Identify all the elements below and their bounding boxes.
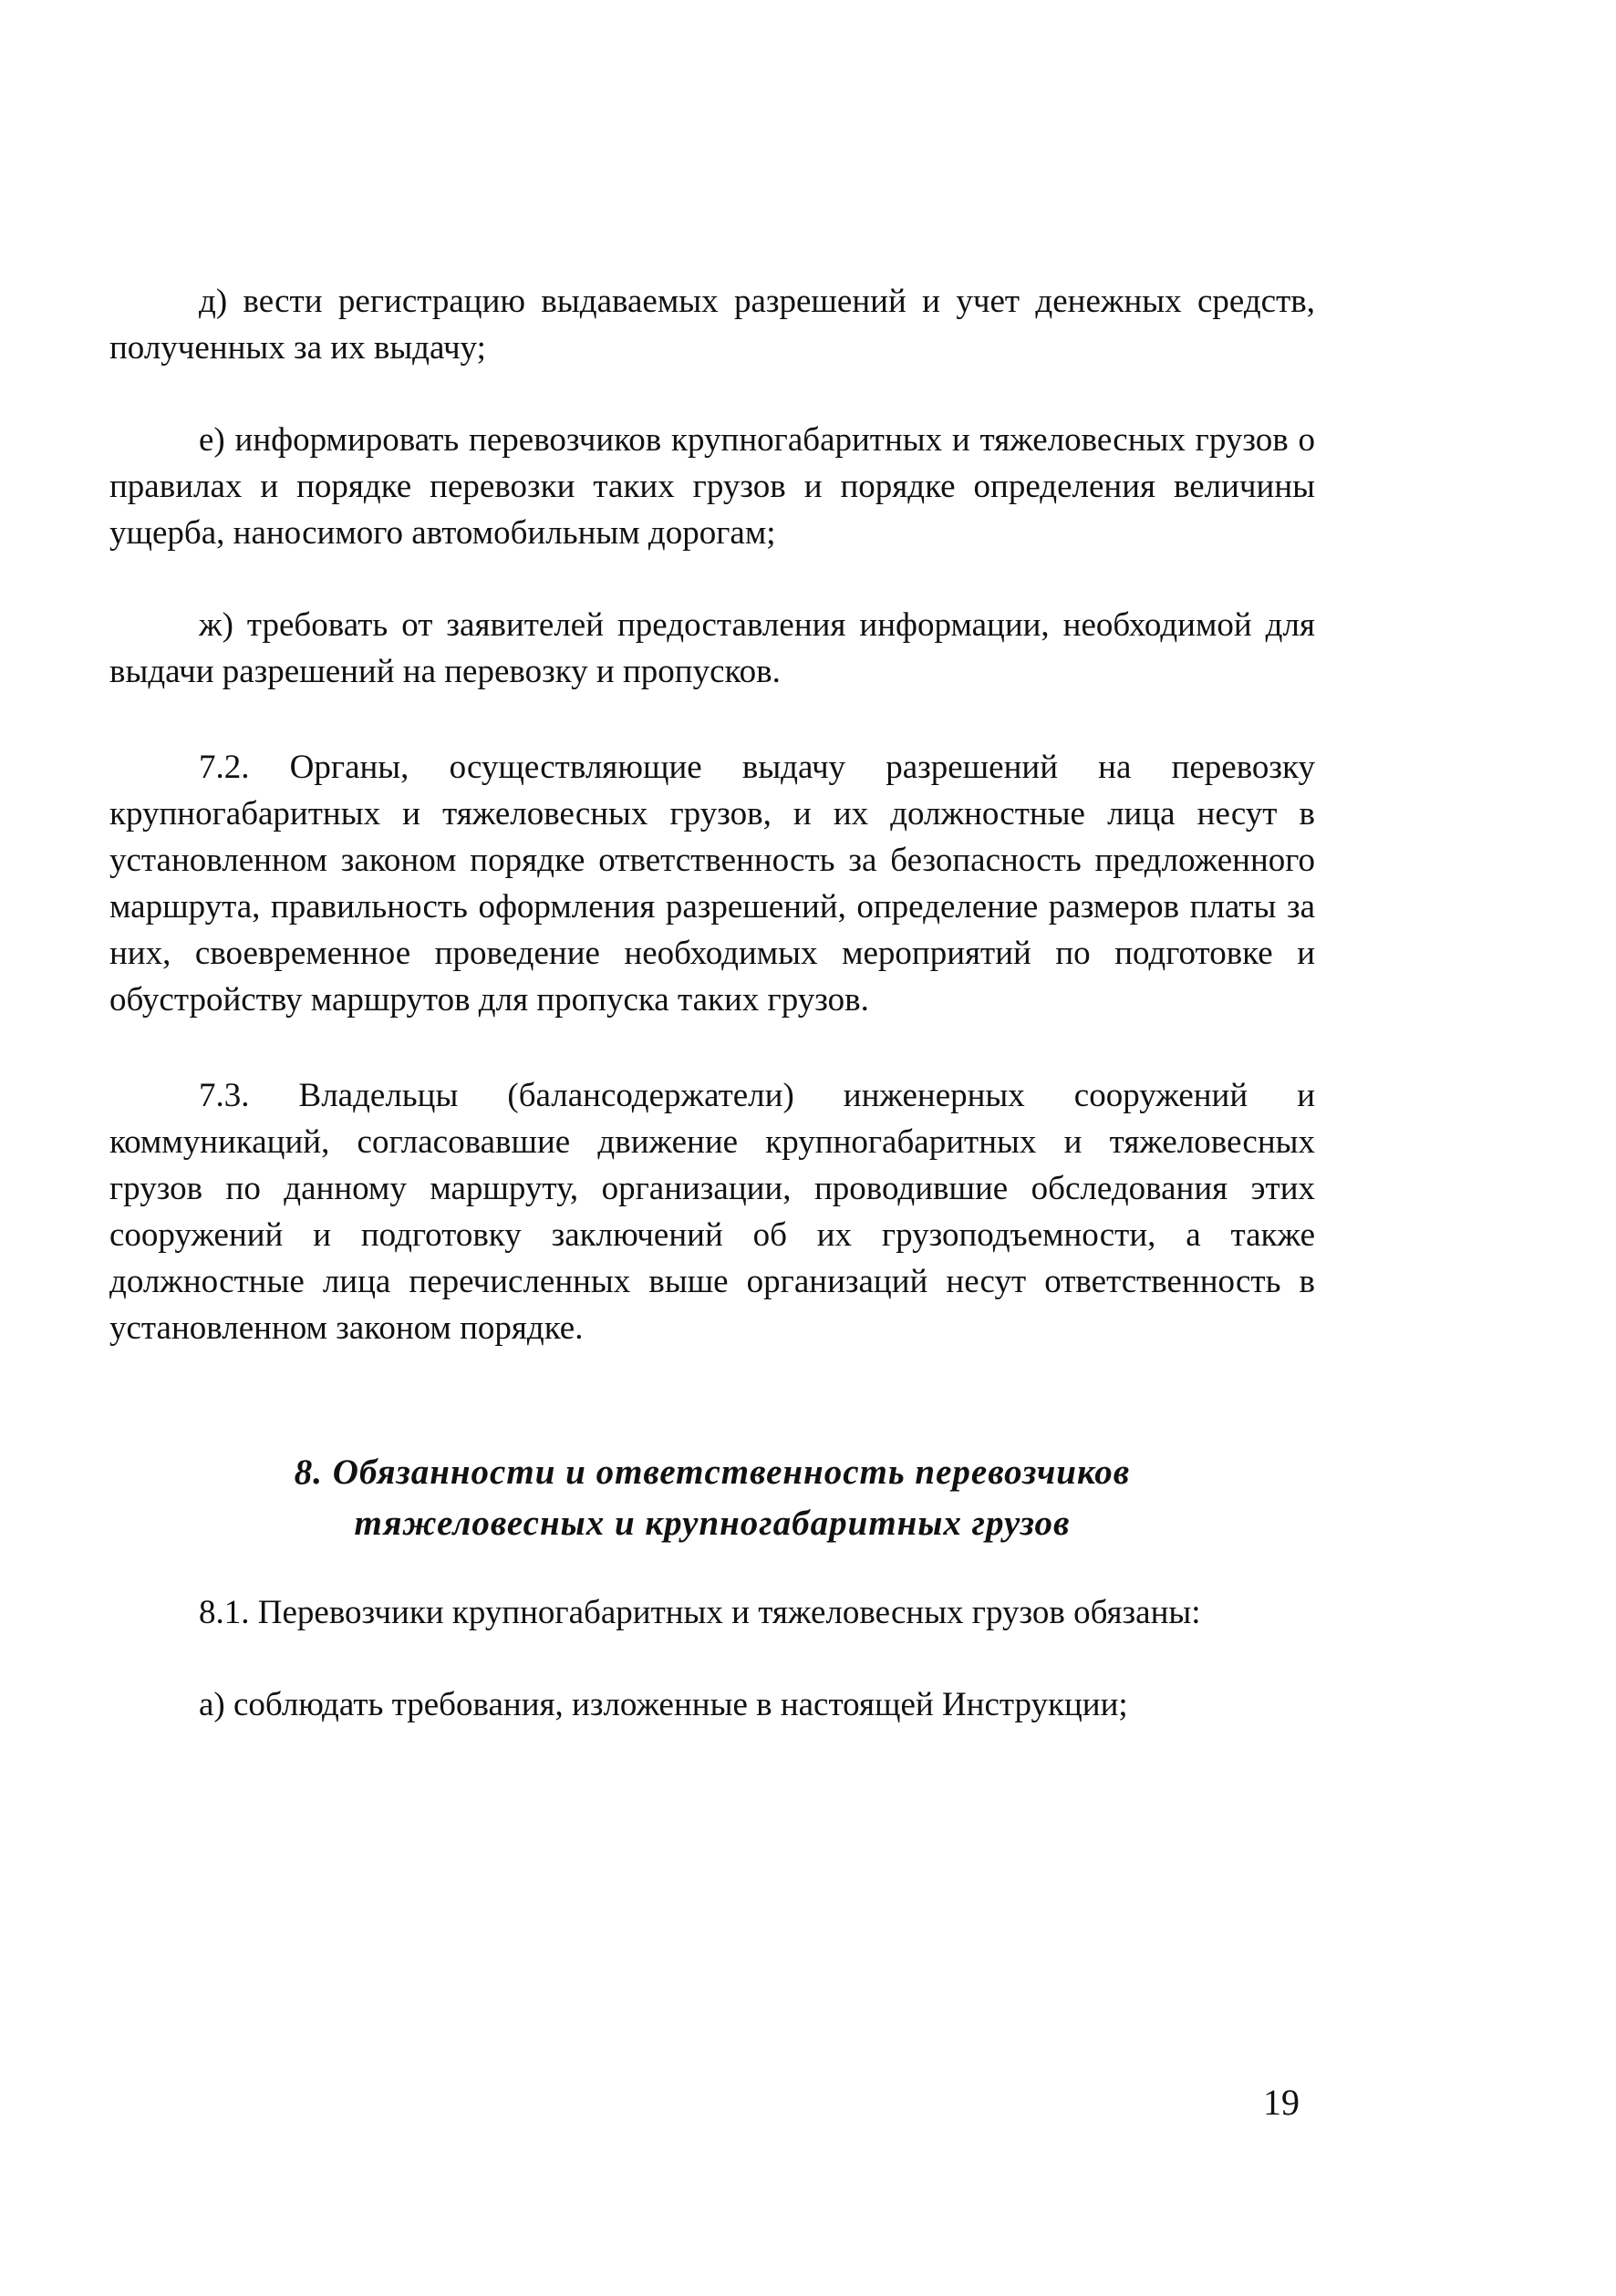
paragraph-7-3: 7.3. Владельцы (балансодержатели) инженерных сооружений и коммуникаций, согласовавшие движение крупногабаритных и тяжеловесных грузов по данному маршруту, организации, проводившие обследования этих сооружений и подготовку заключений об их грузоподъемности, а также должностные лица перечисленных выше организаций несут ответственность в установленном законом порядке. (109, 1077, 1315, 1347)
section-heading-line1: 8. Обязанности и ответственность перевозчиков (294, 1453, 1131, 1492)
paragraph-d: д) вести регистрацию выдаваемых разрешений и учет денежных средств, полученных за их выдачу; (109, 283, 1315, 367)
paragraph-e: е) информировать перевозчиков крупногабаритных и тяжеловесных грузов о правилах и порядке перевозки таких грузов и порядке определения величины ущерба, наносимого автомобильным дорогам; (109, 421, 1315, 552)
paragraph-zh: ж) требовать от заявителей предоставления информации, необходимой для выдачи разрешений на перевозку и пропусков. (109, 606, 1315, 690)
section-heading-line2: тяжеловесных и крупногабаритных грузов (354, 1504, 1071, 1543)
section-heading (109, 1447, 1315, 1549)
paragraph-7-2: 7.2. Органы, осуществляющие выдачу разрешений на перевозку крупногабаритных и тяжеловесных грузов, и их должностные лица несут в установленном законом порядке ответственность за безопасность предложенного маршрута, правильность оформления разрешений, определение размеров платы за них, своевременное проведение необходимых мероприятий по подготовке и обустройству маршрутов для пропуска таких грузов. (109, 749, 1315, 1019)
paragraph-a: а) соблюдать требования, изложенные в настоящей Инструкции; (199, 1686, 1128, 1723)
paragraph-8-1: 8.1. Перевозчики крупногабаритных и тяжеловесных грузов обязаны: (199, 1594, 1201, 1631)
page-content (109, 278, 1315, 1728)
page-number: 19 (1263, 2082, 1300, 2123)
